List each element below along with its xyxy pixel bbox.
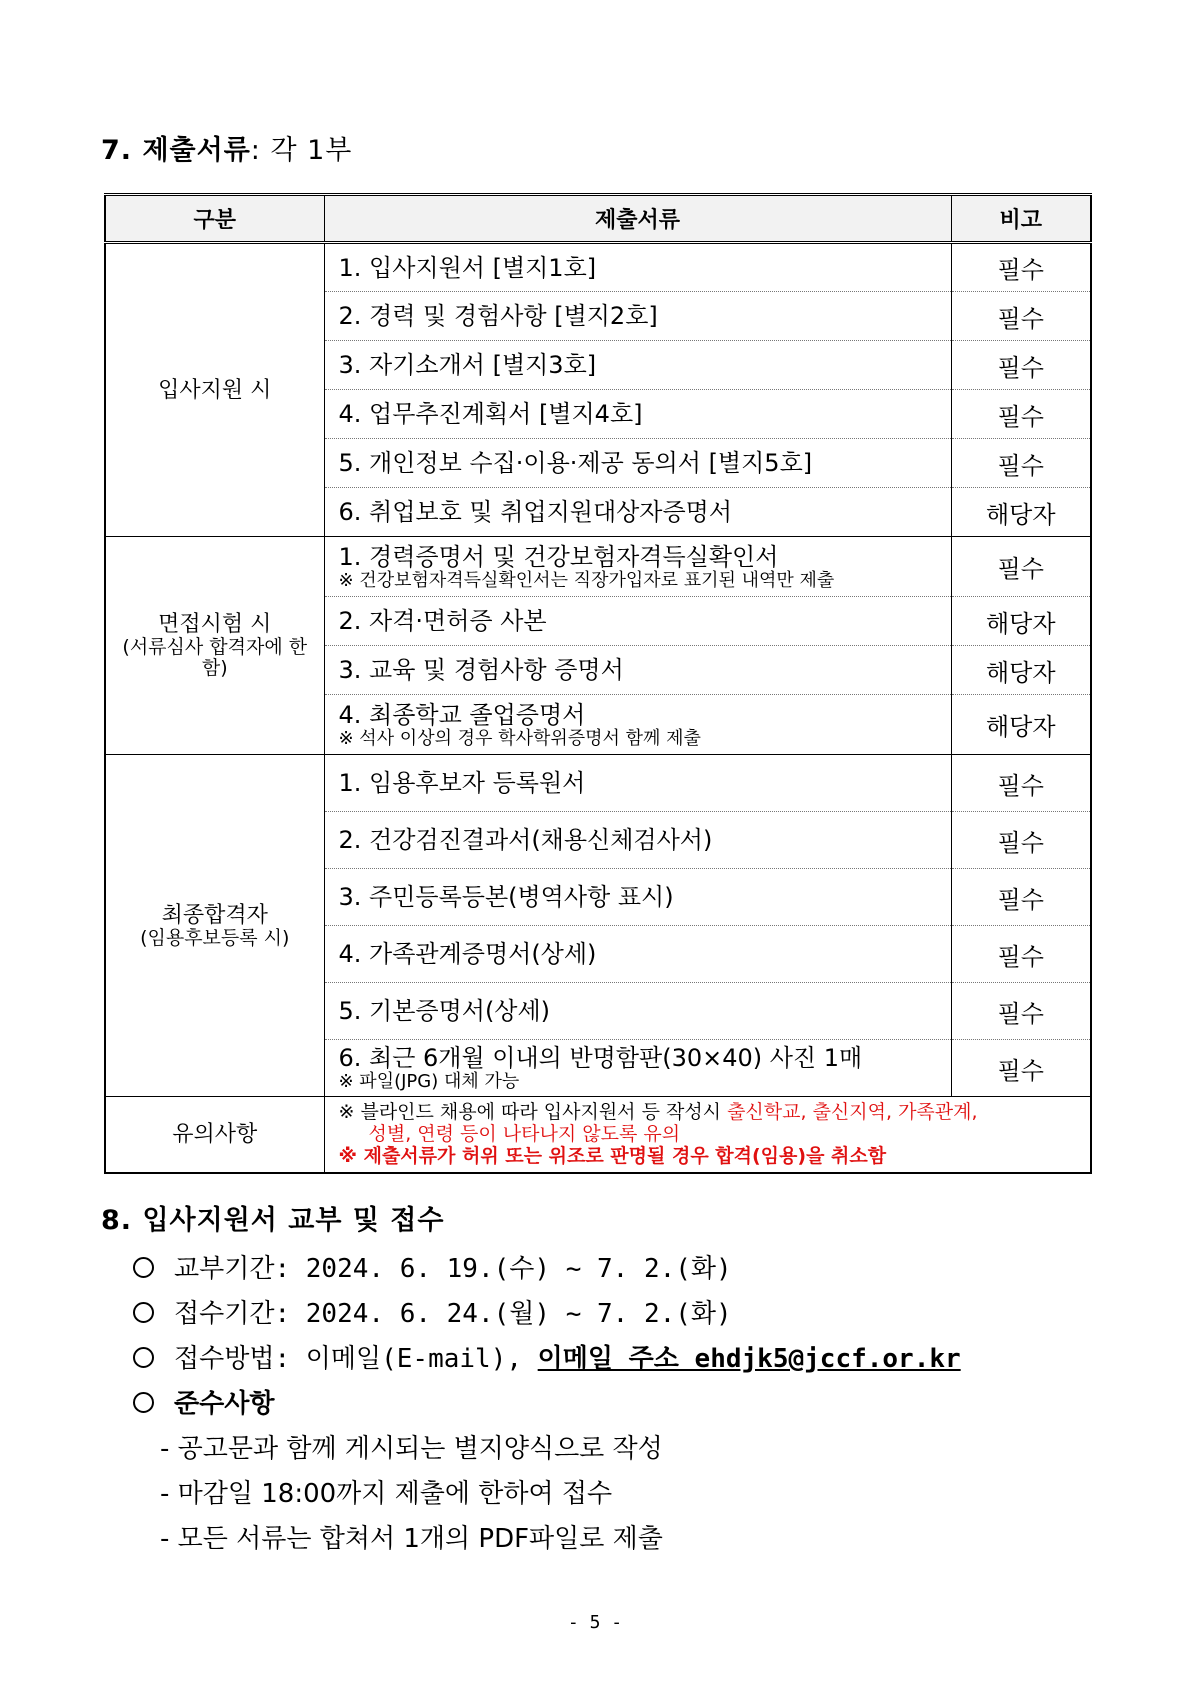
remark-cell: 필수 <box>951 869 1091 926</box>
category-cell <box>105 243 324 537</box>
circle-bullet-icon <box>133 1302 154 1323</box>
doc-cell <box>324 439 951 488</box>
doc-cell <box>324 812 951 869</box>
caution-row <box>105 1097 1091 1173</box>
remark-cell: 필수 <box>951 812 1091 869</box>
page-number: - 5 - <box>567 1612 623 1633</box>
doc-label: 4. 업무추진계획서 [별지4호] <box>338 400 643 428</box>
method-value: : 이메일(E-mail), <box>274 1344 538 1374</box>
remark-cell: 필수 <box>951 243 1091 292</box>
circle-bullet-icon <box>133 1392 154 1413</box>
section8-title: 8. 입사지원서 교부 및 접수 <box>101 1205 445 1236</box>
doc-label: 2. 자격·면허증 사본 <box>338 607 547 635</box>
email-link[interactable]: 이메일 주소 ehdjk5@jccf.or.kr <box>537 1344 961 1374</box>
remark-cell: 필수 <box>951 983 1091 1040</box>
doc-label: 6. 최근 6개월 이내의 반명함판(30×40) 사진 1매 <box>338 1044 863 1072</box>
doc-label: 1. 임용후보자 등록원서 <box>338 769 586 797</box>
category-label: 면접시험 시 <box>158 612 272 637</box>
doc-cell <box>324 983 951 1040</box>
category-cell <box>105 755 324 1097</box>
category-sub-label: (임용후보등록 시) <box>140 926 290 949</box>
doc-label: 5. 기본증명서(상세) <box>338 997 551 1025</box>
doc-label: 3. 주민등록등본(병역사항 표시) <box>338 883 674 911</box>
doc-cell <box>324 341 951 390</box>
receipt-value: : 2024. 6. 24.(월) ~ 7. 2.(화) <box>274 1299 732 1329</box>
doc-cell <box>324 869 951 926</box>
table-row <box>105 755 1091 812</box>
section7-title-rest: : 각 1부 <box>250 135 353 166</box>
doc-label: 1. 경력증명서 및 건강보험자격득실확인서 <box>338 542 779 571</box>
doc-cell <box>324 488 951 537</box>
doc-cell <box>324 243 951 292</box>
section7-title <box>101 128 352 167</box>
remark-cell: 해당자 <box>951 597 1091 646</box>
doc-note: ※ 건강보험자격득실확인서는 직장가입자로 표기된 내역만 제출 <box>338 569 835 591</box>
rules-heading <box>133 1383 274 1420</box>
remark-cell: 해당자 <box>951 695 1091 755</box>
receipt-period <box>133 1293 732 1330</box>
header-documents: 제출서류 <box>324 195 951 243</box>
section7-title-bold: 7. 제출서류 <box>101 135 251 166</box>
receipt-label: 접수기간 <box>174 1299 275 1329</box>
rule-item: - 마감일 18:00까지 제출에 한하여 접수 <box>160 1479 613 1509</box>
distribution-value: : 2024. 6. 19.(수) ~ 7. 2.(화) <box>274 1254 732 1284</box>
remark-cell: 필수 <box>951 439 1091 488</box>
doc-label: 6. 취업보호 및 취업지원대상자증명서 <box>338 498 733 526</box>
doc-label: 1. 입사지원서 [별지1호] <box>338 253 597 282</box>
caution-line-1-text: ※ 블라인드 채용에 따라 입사지원서 등 작성시 <box>338 1101 728 1124</box>
doc-label: 4. 최종학교 졸업증명서 <box>338 700 586 729</box>
caution-line-1 <box>339 1101 1091 1123</box>
table-row <box>105 243 1091 292</box>
caution-cell <box>324 1097 1091 1173</box>
rule-item: - 공고문과 함께 게시되는 별지양식으로 작성 <box>160 1434 663 1464</box>
doc-cell <box>324 695 951 755</box>
doc-cell <box>324 926 951 983</box>
remark-cell: 필수 <box>951 390 1091 439</box>
doc-cell <box>324 292 951 341</box>
receipt-method <box>133 1338 961 1375</box>
doc-label: 3. 교육 및 경험사항 증명서 <box>338 656 624 684</box>
remark-cell: 필수 <box>951 341 1091 390</box>
doc-cell <box>324 537 951 597</box>
category-label: 입사지원 시 <box>158 377 272 403</box>
doc-cell <box>324 646 951 695</box>
header-category: 구분 <box>105 195 324 243</box>
doc-cell <box>324 597 951 646</box>
distribution-period <box>133 1248 732 1285</box>
doc-label: 4. 가족관계증명서(상세) <box>338 940 597 968</box>
circle-bullet-icon <box>133 1347 154 1368</box>
category-label: 최종합격자 <box>161 902 268 928</box>
remark-cell: 필수 <box>951 292 1091 341</box>
remark-cell: 해당자 <box>951 646 1091 695</box>
distribution-label: 교부기간 <box>174 1254 275 1284</box>
doc-label: 2. 경력 및 경험사항 [별지2호] <box>338 302 658 330</box>
doc-label: 5. 개인정보 수집·이용·제공 동의서 [별지5호] <box>338 449 813 477</box>
doc-cell <box>324 390 951 439</box>
documents-table <box>104 193 1092 1174</box>
caution-line-1-red: 출신학교, 출신지역, 가족관계, <box>727 1101 978 1124</box>
remark-cell: 필수 <box>951 1040 1091 1097</box>
rules-title: 준수사항 <box>174 1389 275 1419</box>
rule-item: - 모든 서류는 합쳐서 1개의 PDF파일로 제출 <box>160 1524 663 1554</box>
remark-cell: 해당자 <box>951 488 1091 537</box>
doc-cell <box>324 1040 951 1097</box>
remark-cell: 필수 <box>951 755 1091 812</box>
remark-cell: 필수 <box>951 537 1091 597</box>
caution-category-cell: 유의사항 <box>105 1097 324 1173</box>
doc-note: ※ 파일(JPG) 대체 가능 <box>338 1071 520 1092</box>
caution-line-2: 성별, 연령 등이 나타나지 않도록 유의 <box>368 1123 681 1146</box>
doc-label: 2. 건강검진결과서(채용신체검사서) <box>338 826 713 854</box>
circle-bullet-icon <box>133 1257 154 1278</box>
doc-note: ※ 석사 이상의 경우 학사학위증명서 함께 제출 <box>338 727 701 749</box>
remark-cell: 필수 <box>951 926 1091 983</box>
category-sub-label: (서류심사 합격자에 한함) <box>122 636 308 679</box>
category-cell <box>105 537 324 755</box>
method-label: 접수방법 <box>174 1344 275 1374</box>
doc-cell <box>324 755 951 812</box>
table-row <box>105 537 1091 597</box>
header-remark: 비고 <box>951 195 1091 243</box>
table-header-row <box>105 195 1091 243</box>
caution-line-3: ※ 제출서류가 허위 또는 위조로 판명될 경우 합격(임용)을 취소함 <box>338 1145 887 1168</box>
doc-label: 3. 자기소개서 [별지3호] <box>338 351 597 379</box>
